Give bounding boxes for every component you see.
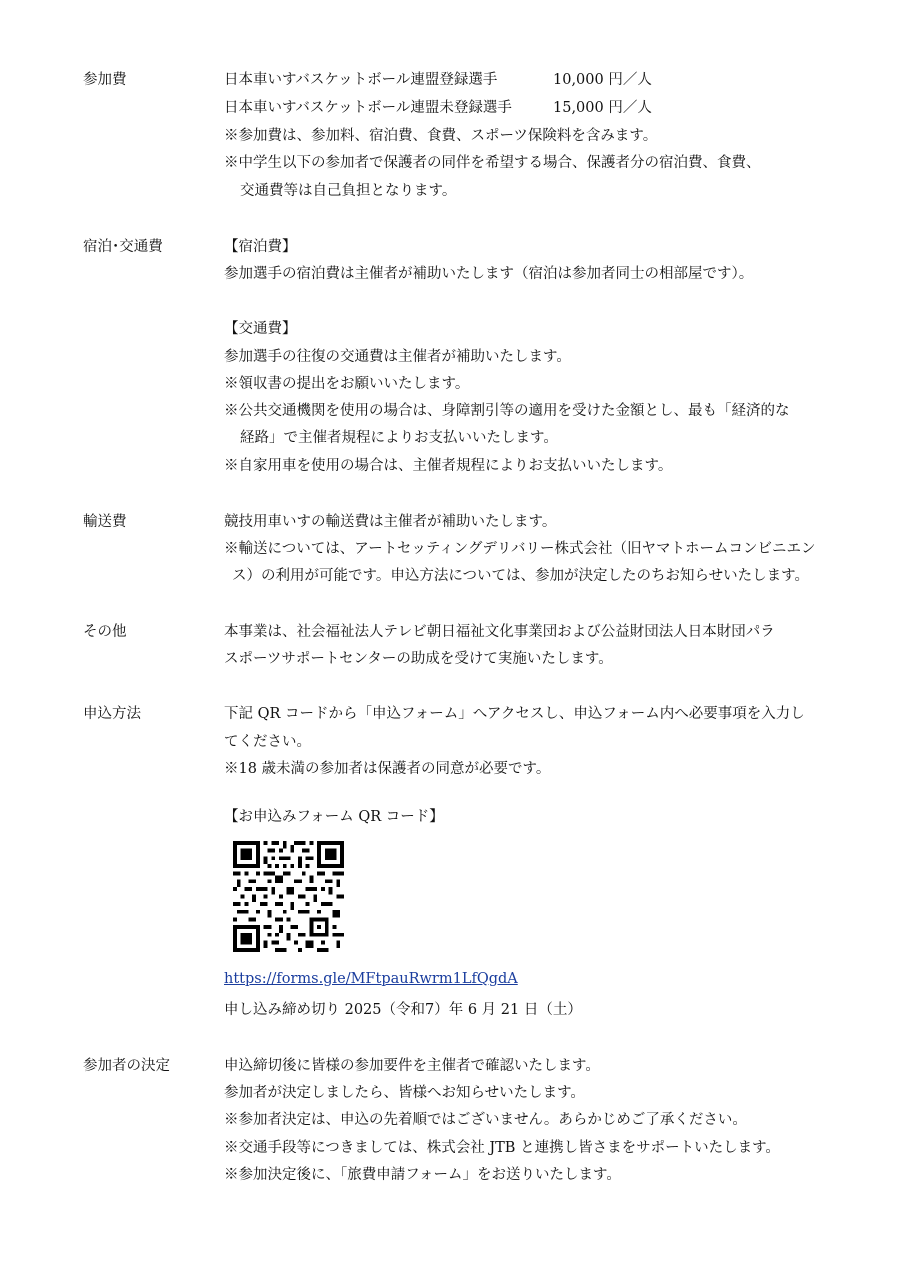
apply-paragraph-a: 下記 QR コードから「申込フォーム」へアクセスし、申込フォーム内へ必要事項を入力し — [224, 706, 805, 722]
lodging-note-2a: ※公共交通機関を使用の場合は、身障割引等の適用を受けた金額とし、最も「経済的な — [224, 403, 790, 419]
lodging-note-1: ※領収書の提出をお願いいたします。 — [224, 376, 470, 392]
shipping-note-b: ス）の利用が可能です。申込方法については、参加が決定したのちお知らせいたします。 — [232, 568, 809, 584]
lodging-paragraph-2: 参加選手の往復の交通費は主催者が補助いたします。 — [224, 349, 571, 365]
decision-paragraph-2: 参加者が決定しましたら、皆様へお知らせいたします。 — [224, 1085, 585, 1101]
fee-row1-desc: 日本車いすバスケットボール連盟登録選手 — [224, 72, 498, 88]
fee-note-2a: ※中学生以下の参加者で保護者の同伴を希望する場合、保護者分の宿泊費、食費、 — [224, 155, 761, 171]
fee-note-2b: 交通費等は自己負担となります。 — [240, 183, 457, 199]
decision-paragraph-1: 申込締切後に皆様の参加要件を主催者で確認いたします。 — [224, 1058, 600, 1074]
lodging-paragraph-1: 参加選手の宿泊費は主催者が補助いたします（宿泊は参加者同士の相部屋です）。 — [224, 266, 754, 282]
other-label: その他 — [83, 624, 127, 640]
lodging-heading-1: 【宿泊費】 — [224, 239, 297, 255]
apply-form-link[interactable]: https://forms.gle/MFtpauRwrm1LfQgdA — [224, 971, 518, 987]
lodging-note-3: ※自家用車を使用の場合は、主催者規程によりお支払いいたします。 — [224, 458, 673, 474]
shipping-label: 輸送費 — [83, 514, 127, 530]
decision-note-2: ※交通手段等につきましては、株式会社 JTB と連携し皆さまをサポートいたします。 — [224, 1140, 780, 1156]
lodging-note-2b: 経路」で主催者規程によりお支払いいたします。 — [240, 430, 558, 446]
qr-code-icon[interactable] — [233, 841, 344, 952]
apply-note: ※18 歳未満の参加者は保護者の同意が必要です。 — [224, 761, 551, 777]
lodging-label: 宿泊･交通費 — [83, 239, 163, 255]
lodging-heading-2: 【交通費】 — [224, 321, 297, 337]
other-paragraph-a: 本事業は、社会福祉法人テレビ朝日福祉文化事業団および公益財団法人日本財団パラ — [224, 624, 775, 640]
shipping-note-a: ※輸送については、アートセッティングデリバリー株式会社（旧ヤマトホームコンビニエン — [224, 541, 816, 557]
apply-paragraph-b: てください。 — [224, 734, 311, 750]
other-paragraph-b: スポーツサポートセンターの助成を受けて実施いたします。 — [224, 651, 613, 667]
decision-note-1: ※参加者決定は、申込の先着順ではございません。あらかじめご了承ください。 — [224, 1112, 747, 1128]
fee-row2-desc: 日本車いすバスケットボール連盟未登録選手 — [224, 100, 512, 116]
fee-label: 参加費 — [83, 72, 127, 88]
apply-label: 申込方法 — [83, 706, 141, 722]
fee-row1-amount: 10,000 円／人 — [553, 72, 652, 88]
shipping-paragraph: 競技用車いすの輸送費は主催者が補助いたします。 — [224, 514, 557, 530]
decision-label: 参加者の決定 — [83, 1058, 170, 1074]
qr-heading: 【お申込みフォーム QR コード】 — [224, 809, 444, 825]
fee-note-1: ※参加費は、参加料、宿泊費、食費、スポーツ保険料を含みます。 — [224, 128, 658, 144]
apply-deadline: 申し込み締め切り 2025（令和7）年 6 月 21 日（土） — [224, 1002, 582, 1018]
decision-note-3: ※参加決定後に、「旅費申請フォーム」をお送りいたします。 — [224, 1167, 621, 1183]
fee-row2-amount: 15,000 円／人 — [553, 100, 652, 116]
